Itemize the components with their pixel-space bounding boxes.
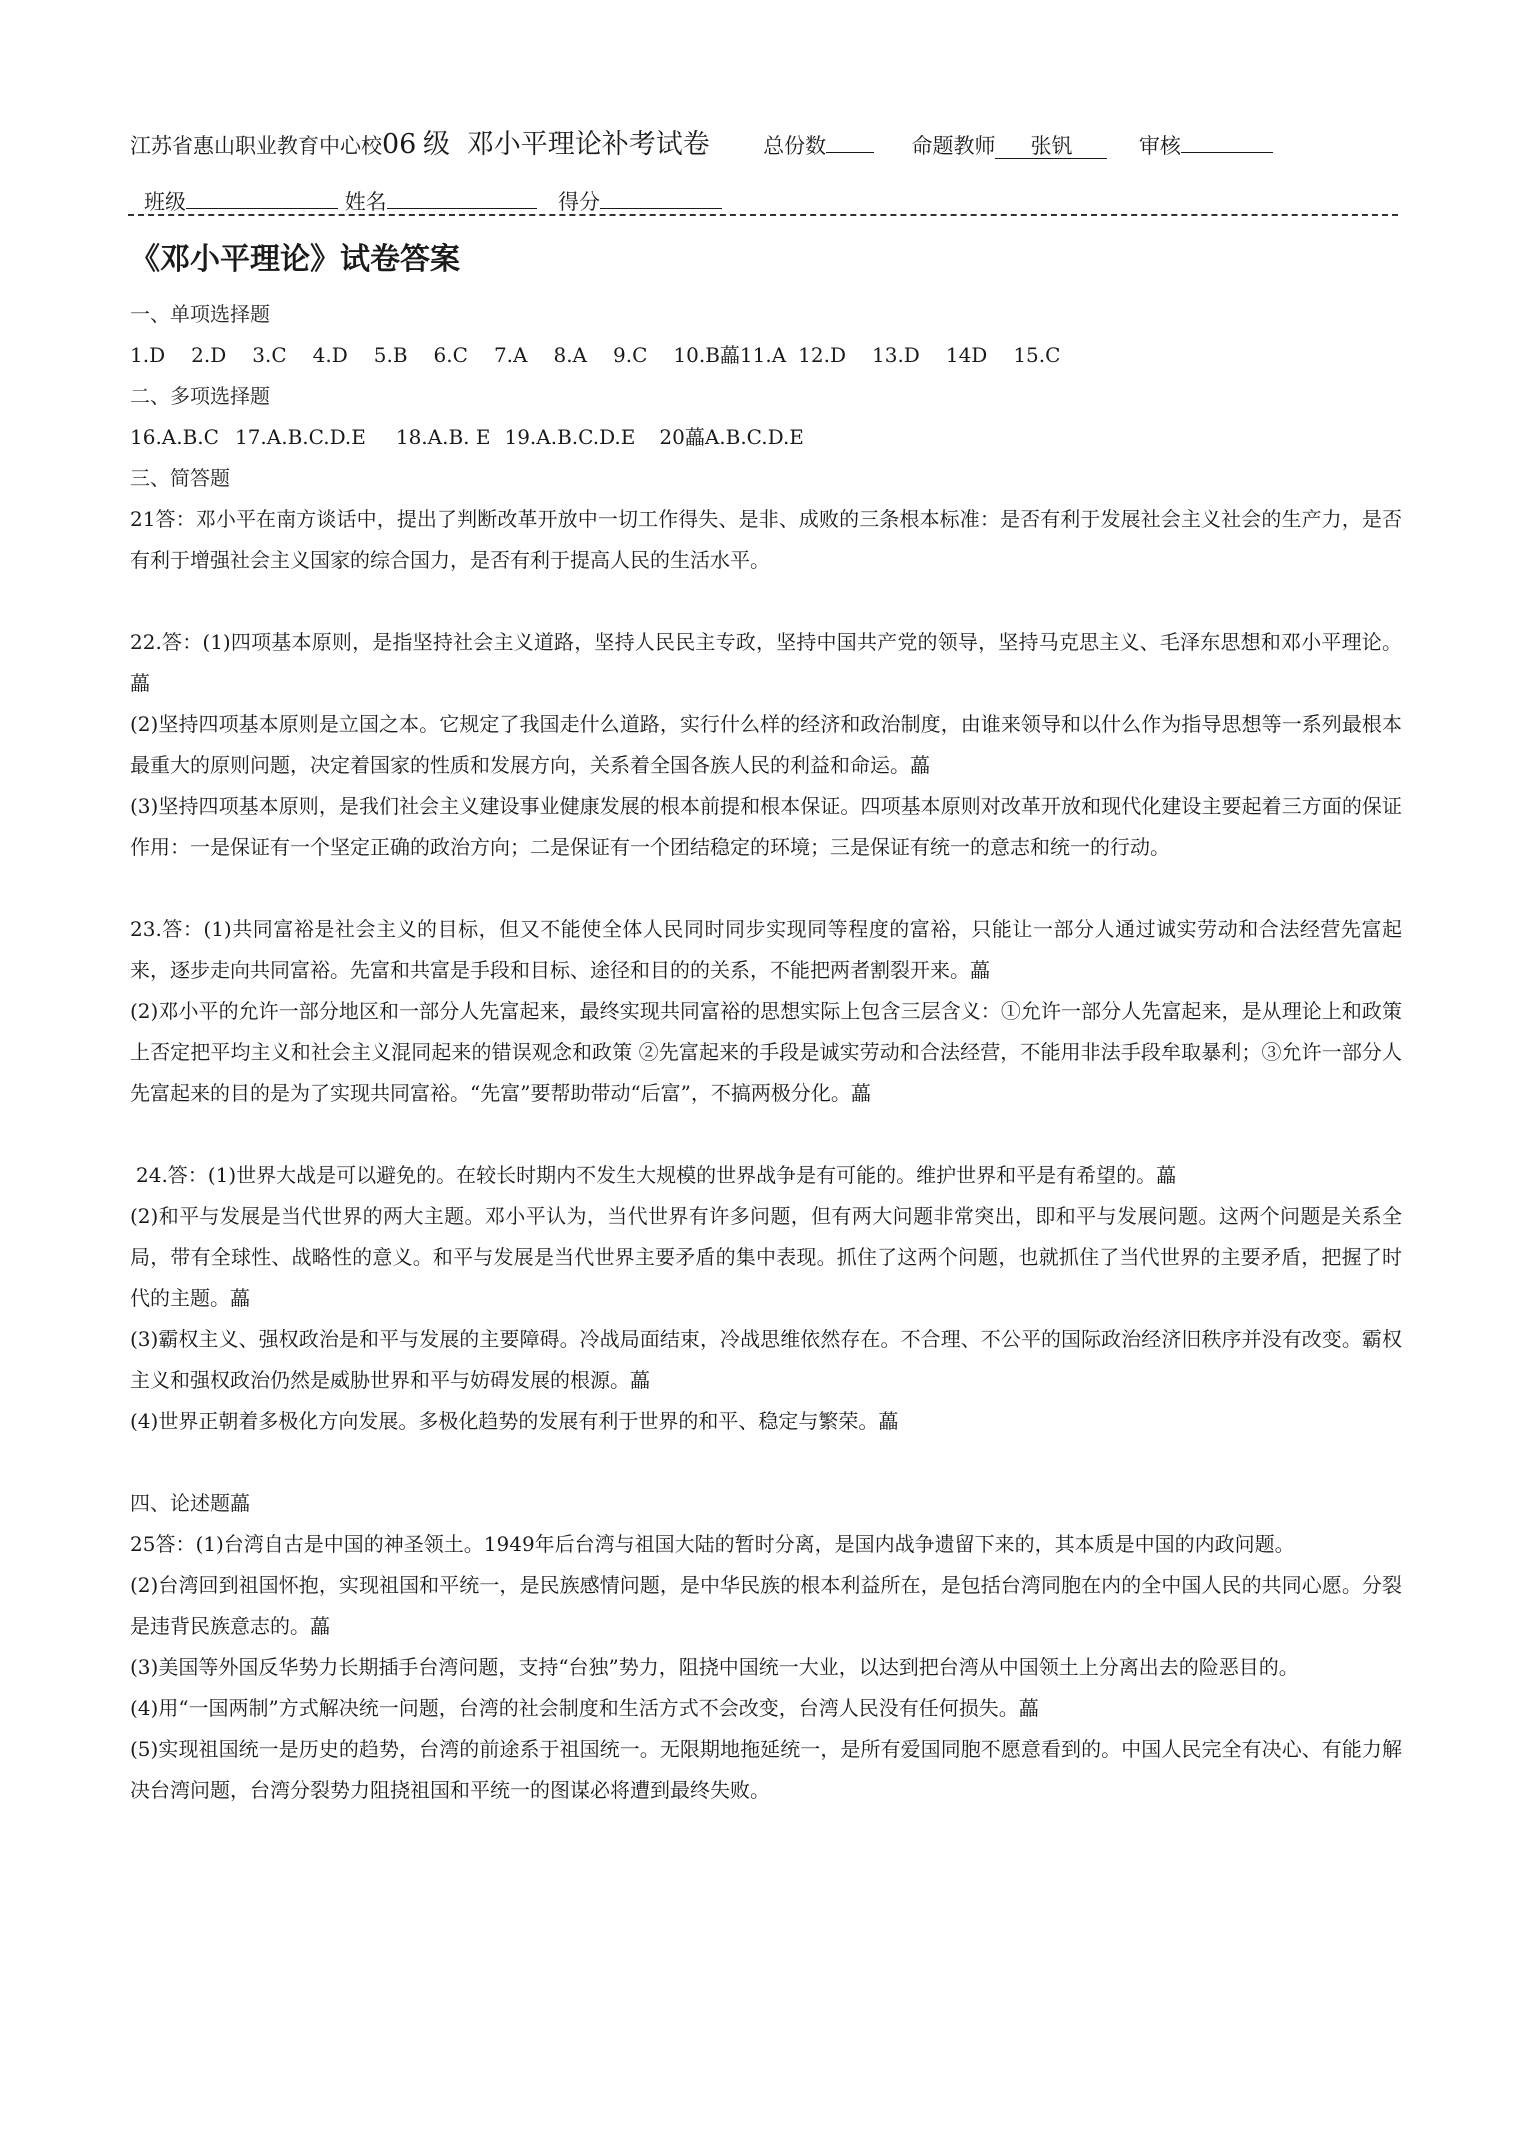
class-blank — [186, 187, 338, 209]
total-label: 总份数 — [763, 134, 827, 158]
answer-22-part-2: (2)坚持四项基本原则是立国之本。它规定了我国走什么道路，实行什么样的经济和政治制度，由谁来领导和以什么作为指导思想等一系列最根本最重大的原则问题，决定着国家的性质和发展方向，关系着全国各族人民的利益和命运。藟 — [130, 712, 1402, 777]
answer-item: 19.A.B.C.D.E — [504, 425, 636, 449]
answer-item: 18.A.B. E — [395, 425, 491, 449]
answer-item: 15.C — [1013, 343, 1061, 367]
review-label: 审核 — [1138, 134, 1181, 158]
section-2-title: 二、多项选择题 — [130, 384, 270, 408]
answer-21: 21答：邓小平在南方谈话中，提出了判断改革开放中一切工作得失、是非、成败的三条根本标准：是否有利于发展社会主义社会的生产力，是否有利于增强社会主义国家的综合国力，是否有利于提高人民的生活水平。 — [130, 507, 1402, 572]
answer-23-part-2: (2)邓小平的允许一部分地区和一部分人先富起来，最终实现共同富裕的思想实际上包含三层含义：①允许一部分人先富起来，是从理论上和政策上否定把平均主义和社会主义混同起来的错误观念和政策 ②先富起来的手段是诚实劳动和合法经营，不能用非法手段牟取暴利；③允许一部分人先富起来的目的是为了实现共同富裕。“先富”要帮助带动“后富”，不搞两极分化。藟 — [130, 999, 1402, 1105]
name-blank — [387, 187, 537, 209]
answer-24-part-4: (4)世界正朝着多极化方向发展。多极化趋势的发展有利于世界的和平、稳定与繁荣。藟 — [130, 1409, 899, 1433]
answer-item: 17.A.B.C.D.E — [234, 425, 366, 449]
exam-title: 邓小平理论补考试卷 — [466, 129, 710, 160]
section-3-title: 三、简答题 — [130, 466, 230, 490]
answer-24-part-1: 24.答：(1)世界大战是可以避免的。在较长时期内不发生大规模的世界战争是有可能的。维护世界和平是有希望的。藟 — [136, 1163, 1177, 1187]
answer-22-part-3: (3)坚持四项基本原则，是我们社会主义建设事业健康发展的根本前提和根本保证。四项基本原则对改革开放和现代化建设主要起着三方面的保证作用：一是保证有一个坚定正确的政治方向；二是保证有一个团结稳定的环境；三是保证有统一的意志和统一的行动。 — [130, 794, 1402, 859]
answer-item: 6.C — [433, 343, 468, 367]
answer-item: 4.D — [312, 343, 348, 367]
answer-25-part-5: (5)实现祖国统一是历史的趋势，台湾的前途系于祖国统一。无限期地拖延统一，是所有爱国同胞不愿意看到的。中国人民完全有决心、有能力解决台湾问题，台湾分裂势力阻挠祖国和平统一的图谋必将遭到最终失败。 — [130, 1737, 1402, 1802]
dashed-divider — [128, 214, 1398, 216]
answer-item: 3.C — [252, 343, 287, 367]
answer-item: 7.A — [493, 343, 528, 367]
total-blank — [826, 131, 874, 153]
answer-item: 1.D — [130, 343, 166, 367]
answer-item: 20藟A.B.C.D.E — [659, 425, 804, 449]
answer-25-part-2: (2)台湾回到祖国怀抱，实现祖国和平统一，是民族感情问题，是中华民族的根本利益所在，是包括台湾同胞在内的全中国人民的共同心愿。分裂是违背民族意志的。藟 — [130, 1573, 1402, 1638]
score-blank — [600, 187, 722, 209]
answer-item: 8.A — [553, 343, 587, 367]
section-1-title: 一、单项选择题 — [130, 302, 270, 326]
grade-suffix: 级 — [423, 129, 451, 160]
name-label: 姓名 — [344, 190, 387, 214]
answer-24-part-2: (2)和平与发展是当代世界的两大主题。邓小平认为，当代世界有许多问题，但有两大问题非常突出，即和平与发展问题。这两个问题是关系全局，带有全球性、战略性的意义。和平与发展是当代世界主要矛盾的集中表现。抓住了这两个问题，也就抓住了当代世界的主要矛盾，把握了时代的主题。藟 — [130, 1204, 1402, 1310]
answer-22-part-1: 22.答：(1)四项基本原则，是指坚持社会主义道路，坚持人民民主专政，坚持中国共产党的领导，坚持马克思主义、毛泽东思想和邓小平理论。藟 — [130, 630, 1402, 695]
answer-item: 12.D — [798, 343, 846, 367]
grade-number: 06 — [382, 129, 417, 160]
answer-item: 16.A.B.C — [130, 425, 219, 449]
school-name: 江苏省惠山职业教育中心校 — [130, 134, 382, 158]
answer-25-part-4: (4)用“一国两制”方式解决统一问题，台湾的社会制度和生活方式不会改变，台湾人民没有任何损失。藟 — [130, 1696, 1039, 1720]
class-label: 班级 — [144, 190, 186, 214]
answer-25-part-3: (3)美国等外国反华势力长期插手台湾问题，支持“台独”势力，阻挠中国统一大业，以达到把台湾从中国领土上分离出去的险恶目的。 — [130, 1655, 1299, 1679]
answer-item: 5.B — [373, 343, 408, 367]
answer-item: 2.D — [191, 343, 227, 367]
answer-item: 14D — [945, 343, 988, 367]
answer-24-part-3: (3)霸权主义、强权政治是和平与发展的主要障碍。冷战局面结束，冷战思维依然存在。不合理、不公平的国际政治经济旧秩序并没有改变。霸权主义和强权政治仍然是威胁世界和平与妨碍发展的根源。藟 — [130, 1327, 1402, 1392]
section-4-title: 四、论述题藟 — [130, 1491, 250, 1515]
teacher-label: 命题教师 — [911, 134, 996, 158]
section-2-answers — [130, 417, 1402, 458]
score-label: 得分 — [558, 190, 601, 214]
answer-item: 13.D — [872, 343, 920, 367]
answer-23-part-1: 23.答：(1)共同富裕是社会主义的目标，但又不能使全体人民同时同步实现同等程度的富裕，只能让一部分人通过诚实劳动和合法经营先富起来，逐步走向共同富裕。先富和共富是手段和目标、途径和目的的关系，不能把两者割裂开来。藟 — [130, 917, 1402, 982]
teacher-name: 张钒 — [995, 135, 1107, 159]
answer-25-part-1: 25答：(1)台湾自古是中国的神圣领土。1949年后台湾与祖国大陆的暂时分离，是国内战争遗留下来的，其本质是中国的内政问题。 — [130, 1532, 1295, 1556]
answer-item: 10.B藟11.A — [673, 343, 787, 367]
answer-item: 9.C — [613, 343, 648, 367]
review-blank — [1181, 131, 1273, 153]
section-1-answers — [130, 335, 1402, 376]
exam-header-line — [130, 122, 1273, 161]
student-info-line — [144, 186, 722, 216]
answer-content — [130, 294, 1402, 1811]
document-title: 《邓小平理论》试卷答案 — [130, 242, 460, 277]
